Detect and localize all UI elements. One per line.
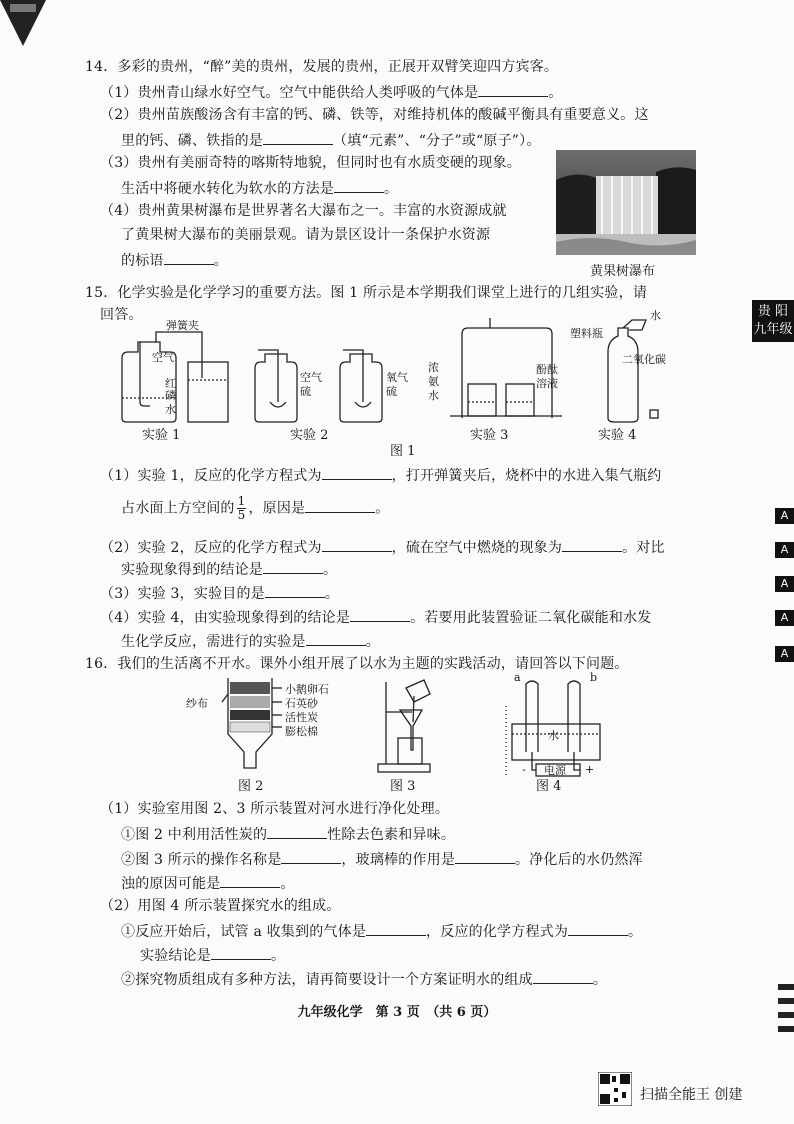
label-water-4: 水 bbox=[650, 309, 661, 322]
q16-part2-ii: 实验结论是 。 bbox=[140, 945, 285, 965]
q15-part3: （3）实验 3，实验目的是 。 bbox=[100, 583, 339, 603]
label-minus: - bbox=[522, 763, 526, 776]
label-red: 红 bbox=[165, 377, 176, 390]
q16-part1-i: ①图 2 中利用活性炭的 性除去色素和异味。 bbox=[121, 824, 455, 844]
q14-part4a: （4）贵州黄果树瀑布是世界著名大瀑布之一。丰富的水资源成就 bbox=[100, 203, 507, 219]
figure-3-caption: 图 3 bbox=[390, 779, 416, 794]
scanner-watermark: 扫描全能王 创建 bbox=[640, 1087, 743, 1103]
exp4-caption: 实验 4 bbox=[598, 428, 637, 443]
answer-blank[interactable] bbox=[533, 969, 593, 984]
fraction: $\frac{1}{5}$ bbox=[237, 494, 246, 522]
answer-blank[interactable] bbox=[220, 873, 280, 888]
answer-blank[interactable] bbox=[267, 824, 327, 839]
side-mark: A bbox=[775, 646, 794, 662]
label-tube-b: b bbox=[590, 671, 598, 684]
label-ammonia: 氨 bbox=[428, 375, 439, 388]
q14-part2b: 里的钙、磷、铁指的是 （填“元素”、“分子”或“原子”）。 bbox=[121, 130, 541, 150]
label-oxygen: 氧气 bbox=[386, 371, 408, 384]
q15-part4b: 生化学反应，需进行的实验是 。 bbox=[121, 631, 380, 651]
q14-part1: （1）贵州青山绿水好空气。空气中能供给人类呼吸的气体是 。 bbox=[100, 82, 563, 102]
answer-blank[interactable] bbox=[263, 559, 323, 574]
label-plastic-bottle: 塑料瓶 bbox=[570, 327, 603, 340]
label-solution: 溶液 bbox=[536, 377, 558, 390]
q16-part1-iii: 浊的原因可能是 。 bbox=[121, 873, 295, 893]
answer-blank[interactable] bbox=[366, 921, 426, 936]
q14-intro: 14．多彩的贵州，“醉”美的贵州，发展的贵州，正展开双臂笑迎四方宾客。 bbox=[85, 59, 559, 75]
label-activated-carbon: 活性炭 bbox=[285, 711, 318, 724]
label-quartz-sand: 石英砂 bbox=[285, 697, 318, 710]
q14-part4b: 了黄果树大瀑布的美丽景观。请为景区设计一条保护水资源 bbox=[121, 227, 491, 243]
answer-blank[interactable] bbox=[568, 921, 628, 936]
label-tube-a: a bbox=[514, 671, 521, 684]
label-phosphorus: 磷 bbox=[165, 389, 176, 402]
answer-blank[interactable] bbox=[322, 537, 392, 552]
answer-blank[interactable] bbox=[322, 465, 392, 480]
side-mark: A bbox=[775, 610, 794, 626]
q16-part1: （1）实验室用图 2、3 所示装置对河水进行净化处理。 bbox=[100, 801, 450, 817]
q15-part2a: （2）实验 2，反应的化学方程式为 ，硫在空气中燃烧的现象为 。对比 bbox=[100, 537, 665, 557]
q15-part1b: 占水面上方空间的 $\frac{1}{5}$ ，原因是 。 bbox=[121, 494, 390, 522]
label-cotton: 膨松棉 bbox=[285, 725, 318, 738]
q16-part2-i: ①反应开始后，试管 a 收集到的气体是 ，反应的化学方程式为 。 bbox=[121, 921, 642, 941]
q15-part4a: （4）实验 4，由实验现象得到的结论是 。若要用此装置验证二氧化碳能和水发 bbox=[100, 607, 651, 627]
side-mark: A bbox=[775, 508, 794, 524]
answer-blank[interactable] bbox=[478, 82, 548, 97]
answer-blank[interactable] bbox=[455, 849, 515, 864]
figure-2-3-4-drawing bbox=[200, 672, 610, 777]
label-power: 电源 bbox=[544, 764, 566, 777]
q14-part3b: 生活中将硬水转化为软水的方法是 。 bbox=[121, 178, 398, 198]
qr-code-icon bbox=[598, 1072, 632, 1106]
side-bar bbox=[778, 1012, 794, 1018]
label-air-2: 空气 bbox=[300, 371, 322, 384]
label-water-3: 水 bbox=[428, 389, 439, 402]
answer-blank[interactable] bbox=[306, 631, 366, 646]
q14-part3a: （3）贵州有美丽奇特的喀斯特地貌，但同时也有水质变硬的现象。 bbox=[100, 155, 521, 171]
answer-blank[interactable] bbox=[164, 250, 214, 265]
exp2-caption: 实验 2 bbox=[290, 428, 329, 443]
q16-part2: （2）用图 4 所示装置探究水的组成。 bbox=[100, 898, 341, 914]
label-water-1: 水 bbox=[165, 403, 176, 416]
figure-2-caption: 图 2 bbox=[238, 779, 264, 794]
side-mark: A bbox=[775, 542, 794, 558]
exp3-caption: 实验 3 bbox=[470, 428, 509, 443]
label-water-4b: 水 bbox=[548, 729, 559, 742]
corner-emblem bbox=[0, 0, 50, 50]
side-mark: A bbox=[775, 576, 794, 592]
side-bar bbox=[778, 998, 794, 1004]
figure-4-caption: 图 4 bbox=[536, 779, 562, 794]
q15-part1a: （1）实验 1，反应的化学方程式为 ，打开弹簧夹后，烧杯中的水进入集气瓶约 bbox=[100, 465, 661, 485]
label-sulfur-2: 硫 bbox=[300, 385, 311, 398]
label-plus: + bbox=[585, 763, 595, 776]
q15-intro-b: 回答。 bbox=[100, 307, 143, 323]
label-pebbles: 小鹅卵石 bbox=[285, 683, 329, 696]
q16-part1-ii: ②图 3 所示的操作名称是 ，玻璃棒的作用是 。净化后的水仍然浑 bbox=[121, 849, 643, 869]
waterfall-photo bbox=[556, 150, 696, 255]
label-gauze: 纱布 bbox=[186, 697, 208, 710]
figure-1-caption: 图 1 bbox=[390, 444, 416, 459]
waterfall-caption: 黄果树瀑布 bbox=[590, 264, 656, 279]
exp1-caption: 实验 1 bbox=[142, 428, 181, 443]
answer-blank[interactable] bbox=[305, 498, 375, 513]
label-co2: 二氧化碳 bbox=[622, 353, 666, 366]
q14-part2a: （2）贵州苗族酸汤含有丰富的钙、磷、铁等，对维持机体的酸碱平衡具有重要意义。这 bbox=[100, 107, 649, 123]
q15-intro-a: 15．化学实验是化学学习的重要方法。图 1 所示是本学期我们课堂上进行的几组实验，请 bbox=[85, 285, 648, 301]
region-grade-tag: 贵 阳 九年级 bbox=[752, 300, 794, 342]
label-air-1: 空气 bbox=[152, 351, 174, 364]
label-phenolphthalein: 酚酞 bbox=[536, 363, 558, 376]
q14-part4c: 的标语 。 bbox=[121, 250, 228, 270]
side-bar bbox=[778, 984, 794, 990]
q16-part2-iii: ②探究物质组成有多种方法，请再简要设计一个方案证明水的组成 。 bbox=[121, 969, 607, 989]
side-bar bbox=[778, 1026, 794, 1032]
answer-blank[interactable] bbox=[334, 178, 384, 193]
answer-blank[interactable] bbox=[263, 130, 333, 145]
q15-part2b: 实验现象得到的结论是 。 bbox=[121, 559, 337, 579]
label-sulfur-3: 硫 bbox=[386, 385, 397, 398]
q16-intro: 16．我们的生活离不开水。课外小组开展了以水为主题的实践活动，请回答以下问题。 bbox=[85, 656, 629, 672]
answer-blank[interactable] bbox=[562, 537, 622, 552]
label-conc: 浓 bbox=[428, 361, 439, 374]
label-spring-clip: 弹簧夹 bbox=[166, 319, 199, 332]
answer-blank[interactable] bbox=[350, 607, 410, 622]
answer-blank[interactable] bbox=[211, 945, 271, 960]
answer-blank[interactable] bbox=[265, 583, 325, 598]
page-footer: 九年级化学 第 3 页 （共 6 页） bbox=[297, 1005, 497, 1020]
answer-blank[interactable] bbox=[281, 849, 341, 864]
